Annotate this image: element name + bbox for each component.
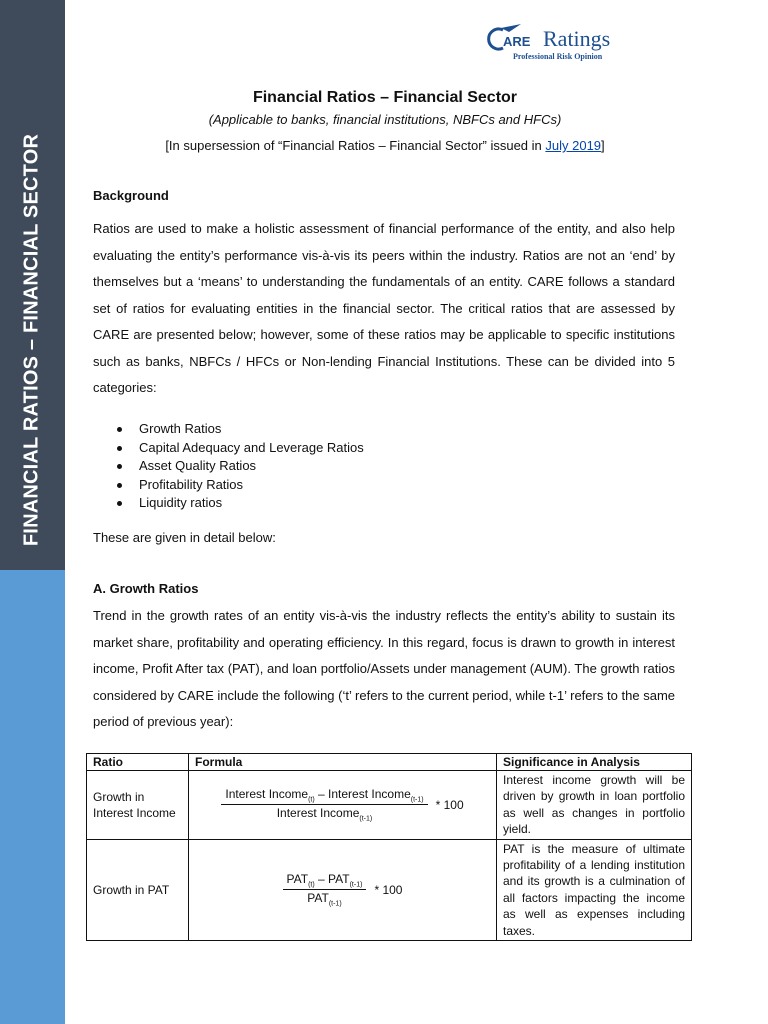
formula: [195, 872, 490, 908]
logo-tagline: Professional Risk Opinion: [513, 52, 603, 61]
numerator-term-current: PAT: [286, 871, 309, 886]
formula-cell: [189, 839, 497, 940]
ratio-name: Growth in Interest Income: [87, 771, 189, 840]
table-header-row: [87, 754, 692, 771]
supersession-note: [65, 138, 705, 153]
growth-ratios-table: [86, 753, 692, 941]
sidebar-dark-panel: [0, 0, 65, 570]
page-subtitle: (Applicable to banks, financial institutions, NBFCs and HFCs): [208, 112, 562, 127]
formula-cell: [189, 771, 497, 840]
growth-ratios-heading: A. Growth Ratios: [93, 581, 199, 596]
header-ratio: Ratio: [87, 754, 189, 771]
multiplier: * 100: [435, 797, 464, 812]
table-row: [87, 771, 692, 840]
fraction: [283, 872, 367, 908]
multiplier: * 100: [374, 882, 403, 897]
minus-operator: –: [314, 786, 329, 801]
subscript: (t-1): [359, 815, 373, 823]
growth-ratios-paragraph: Trend in the growth rates of an entity vis-à-vis the industry reflects the entity’s ability to sustain its market share, profitability and operating efficiency. In this regard, focus is drawn to growth in interest income, Profit After tax (PAT), and loan portfolio/Assets under management (AUM). The growth ratios considered by CARE include the following (‘t’ refers to the current period, while t-1’ refers to the same period of previous year):: [93, 608, 675, 729]
page-title: Financial Ratios – Financial Sector: [252, 89, 518, 106]
significance-text: PAT is the measure of ultimate profitability of a lending institution and its growth is a culmination of all factors impacting the income as well as expenses including taxes.: [497, 839, 692, 940]
background-heading: Background: [93, 188, 169, 203]
formula: [195, 787, 490, 823]
subscript: (t-1): [349, 881, 363, 889]
ratio-name: Growth in PAT: [87, 839, 189, 940]
header-formula: Formula: [189, 754, 497, 771]
list-item: Profitability Ratios: [93, 476, 364, 495]
sidebar-vertical-title: FINANCIAL RATIOS – FINANCIAL SECTOR: [20, 133, 43, 547]
category-list: [93, 420, 364, 513]
background-paragraph: Ratios are used to make a holistic assessment of financial performance of the entity, and also help evaluating the entity’s performance vis-à-vis its peers within the industry. Ratios are not an ‘end’ by themselves but a ‘means’ to understanding the fundamentals of an entity. CARE follows a standard set of ratios for evaluating entities in the financial sector. The critical ratios that are assessed by CARE are presented below; however, some of these ratios may be applicable to specific institutions such as banks, NBFCs / HFCs or Non-lending Financial Institutions. These can be divided into 5 categories:: [93, 221, 675, 395]
numerator-term-previous: PAT: [328, 871, 350, 886]
supersession-suffix: ]: [601, 138, 605, 153]
table-row: [87, 839, 692, 940]
significance-text: Interest income growth will be driven by growth in loan portfolio as well as changes in portfolio yield.: [497, 771, 692, 840]
subscript: (t-1): [328, 900, 342, 908]
care-ratings-logo: [487, 22, 627, 62]
denominator-term: Interest Income: [276, 806, 360, 821]
subscript: (t): [308, 881, 315, 889]
header-significance: Significance in Analysis: [497, 754, 692, 771]
list-item: Growth Ratios: [93, 420, 364, 439]
numerator-term-current: Interest Income: [225, 786, 309, 801]
supersession-prefix: [In supersession of “Financial Ratios – Financial Sector” issued in: [165, 138, 546, 153]
subscript: (t-1): [410, 796, 424, 804]
numerator: [283, 872, 367, 890]
fraction: [221, 787, 427, 823]
denominator: [221, 805, 427, 822]
list-item: Asset Quality Ratios: [93, 457, 364, 476]
list-item: Capital Adequacy and Leverage Ratios: [93, 439, 364, 458]
logo-wordmark: Ratings: [543, 26, 611, 51]
sidebar-light-panel: [0, 570, 65, 1024]
svg-text:ARE: ARE: [503, 34, 531, 49]
detail-note: These are given in detail below:: [93, 530, 276, 545]
july-2019-link[interactable]: July 2019: [545, 138, 602, 153]
denominator: [283, 890, 367, 907]
subscript: (t): [308, 796, 315, 804]
list-item: Liquidity ratios: [93, 494, 364, 513]
numerator-term-previous: Interest Income: [328, 786, 411, 801]
care-logo-icon: [487, 22, 543, 54]
denominator-term: PAT: [307, 891, 329, 906]
minus-operator: –: [314, 871, 329, 886]
numerator: [221, 787, 427, 805]
